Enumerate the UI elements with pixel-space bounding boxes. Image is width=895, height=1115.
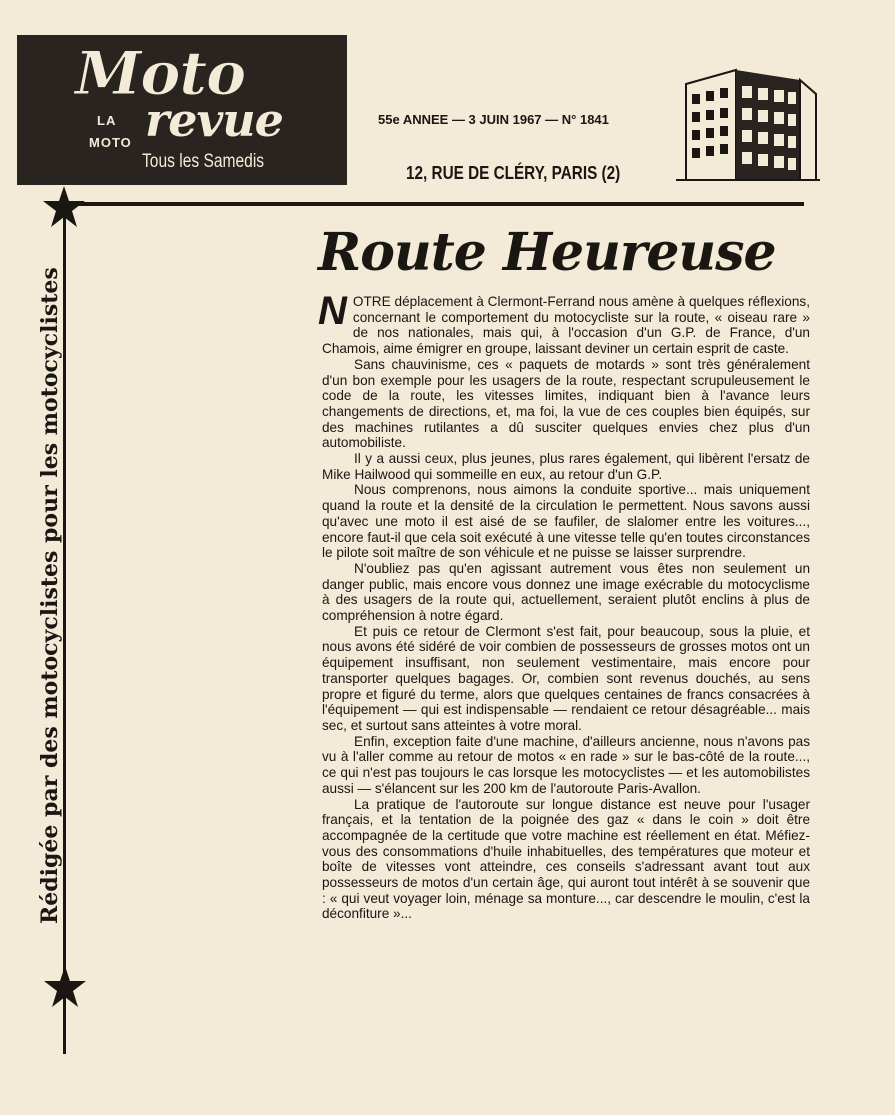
header-rule (55, 202, 804, 206)
masthead-la: LA (97, 113, 117, 128)
article-paragraph: La pratique de l'autoroute sur longue distance est neuve pour l'usager français, et la tentation de la poignée des gaz « dans le coin » doit être accompagnée de la certitude que votre machine est réellement en état. Méfiez-vous des consommations d'huile inhabituelles, des températures que moteur et boîte de vitesses vont atteindre, ces conseils s'adressant avant tout aux possesseurs de motos d'un certain âge, qui auront tout intérêt à se souvenir que : « qui veut voyager loin, ménage sa monture..., car descendre le moulin, c'est la déconfiture »... (322, 796, 810, 922)
building-illustration (676, 64, 820, 182)
masthead-frequency: Tous les Samedis (142, 151, 265, 172)
article-paragraph: Enfin, exception faite d'une machine, d'ailleurs ancienne, nous n'avons pas vu à l'aller comme au retour de motos « en rade » sur le bas-côté de la route..., ce qui n'est pas toujours le cas lorsque les motocyclistes — et les automobilistes aussi — s'élancent sur les 200 km de l'autoroute Paris-Avallon. (322, 733, 810, 796)
article-title: Route Heureuse (318, 222, 776, 283)
article-paragraph: Et puis ce retour de Clermont s'est fait, pour beaucoup, sous la pluie, et nous avons été sidéré de voir combien de possesseurs de grosses motos ont un équipement insuffisant, non seulement vestimentaire, mais encore pour transporter quelques bagages. Or, combien sont revenus douchés, au sens propre et figuré du terme, alors que quelques centaines de francs consacrées à l'équipement — qui est indispensable — rendaient ce retour désagréable... mais sec, et surtout sans atteintes à votre moral. (322, 623, 810, 733)
article-body (318, 289, 810, 922)
article-paragraph: N'oubliez pas qu'en agissant autrement vous êtes non seulement un danger public, mais encore vous donnez une image exécrable du motocyclisme à des usagers de la route qui, actuellement, seraient plutôt enclins à plus de compréhension à notre égard. (322, 560, 810, 624)
masthead-title-revue: revue (145, 93, 283, 147)
star-icon (42, 964, 88, 1010)
masthead-logo (17, 35, 347, 185)
article-paragraph: NOTRE déplacement à Clermont-Ferrand nous amène à quelques réflexions, concernant le comportement du motocycliste sur la route, « oiseau rare » de nos nationales, mais qui, à l'occasion d'un G.P. de France, d'un Chamois, aime émigrer en groupe, laissant deviner un certain esprit de caste. (318, 289, 810, 357)
article-paragraph: Nous comprenons, nous aimons la conduite sportive... mais uniquement quand la route et la densité de la circulation le permettent. Nous savons aussi qu'avec une moto il est aisé de se faufiler, de slalomer entre les voitures..., encore faut-il que cela soit exécuté à une vitesse telle qu'en toutes circonstances le pilote soit maître de son véhicule et ne puisse se laisser surprendre. (322, 482, 810, 561)
issue-line: 55e ANNEE — 3 JUIN 1967 — N° 1841 (378, 112, 609, 127)
article-paragraph: Sans chauvinisme, ces « paquets de motards » sont très généralement d'un bon exemple pour les usagers de la route, respectant scrupuleusement le code de la route, les vitesses limites, indiquant bien à l'avance leurs changements de directions, et, ma foi, la vue de ces couples bien équipés, sur des machines rutilantes a dû susciter quelques envies chez plus d'un automobiliste. (322, 356, 810, 451)
article-paragraph: Il y a aussi ceux, plus jeunes, plus rares également, qui libèrent l'ersatz de Mike Hailwood qui sommeille en eux, au retour d'un G.P. (322, 451, 810, 482)
star-icon (41, 184, 87, 230)
drop-cap: N (318, 289, 347, 333)
masthead-moto-small: MOTO (89, 135, 132, 150)
side-slogan: Rédigée par des motocyclistes pour les motocyclistes (37, 267, 63, 924)
masthead-title-moto: Moto (75, 39, 246, 109)
side-rule (63, 204, 66, 1054)
publisher-address: 12, RUE DE CLÉRY, PARIS (2) (406, 163, 621, 183)
